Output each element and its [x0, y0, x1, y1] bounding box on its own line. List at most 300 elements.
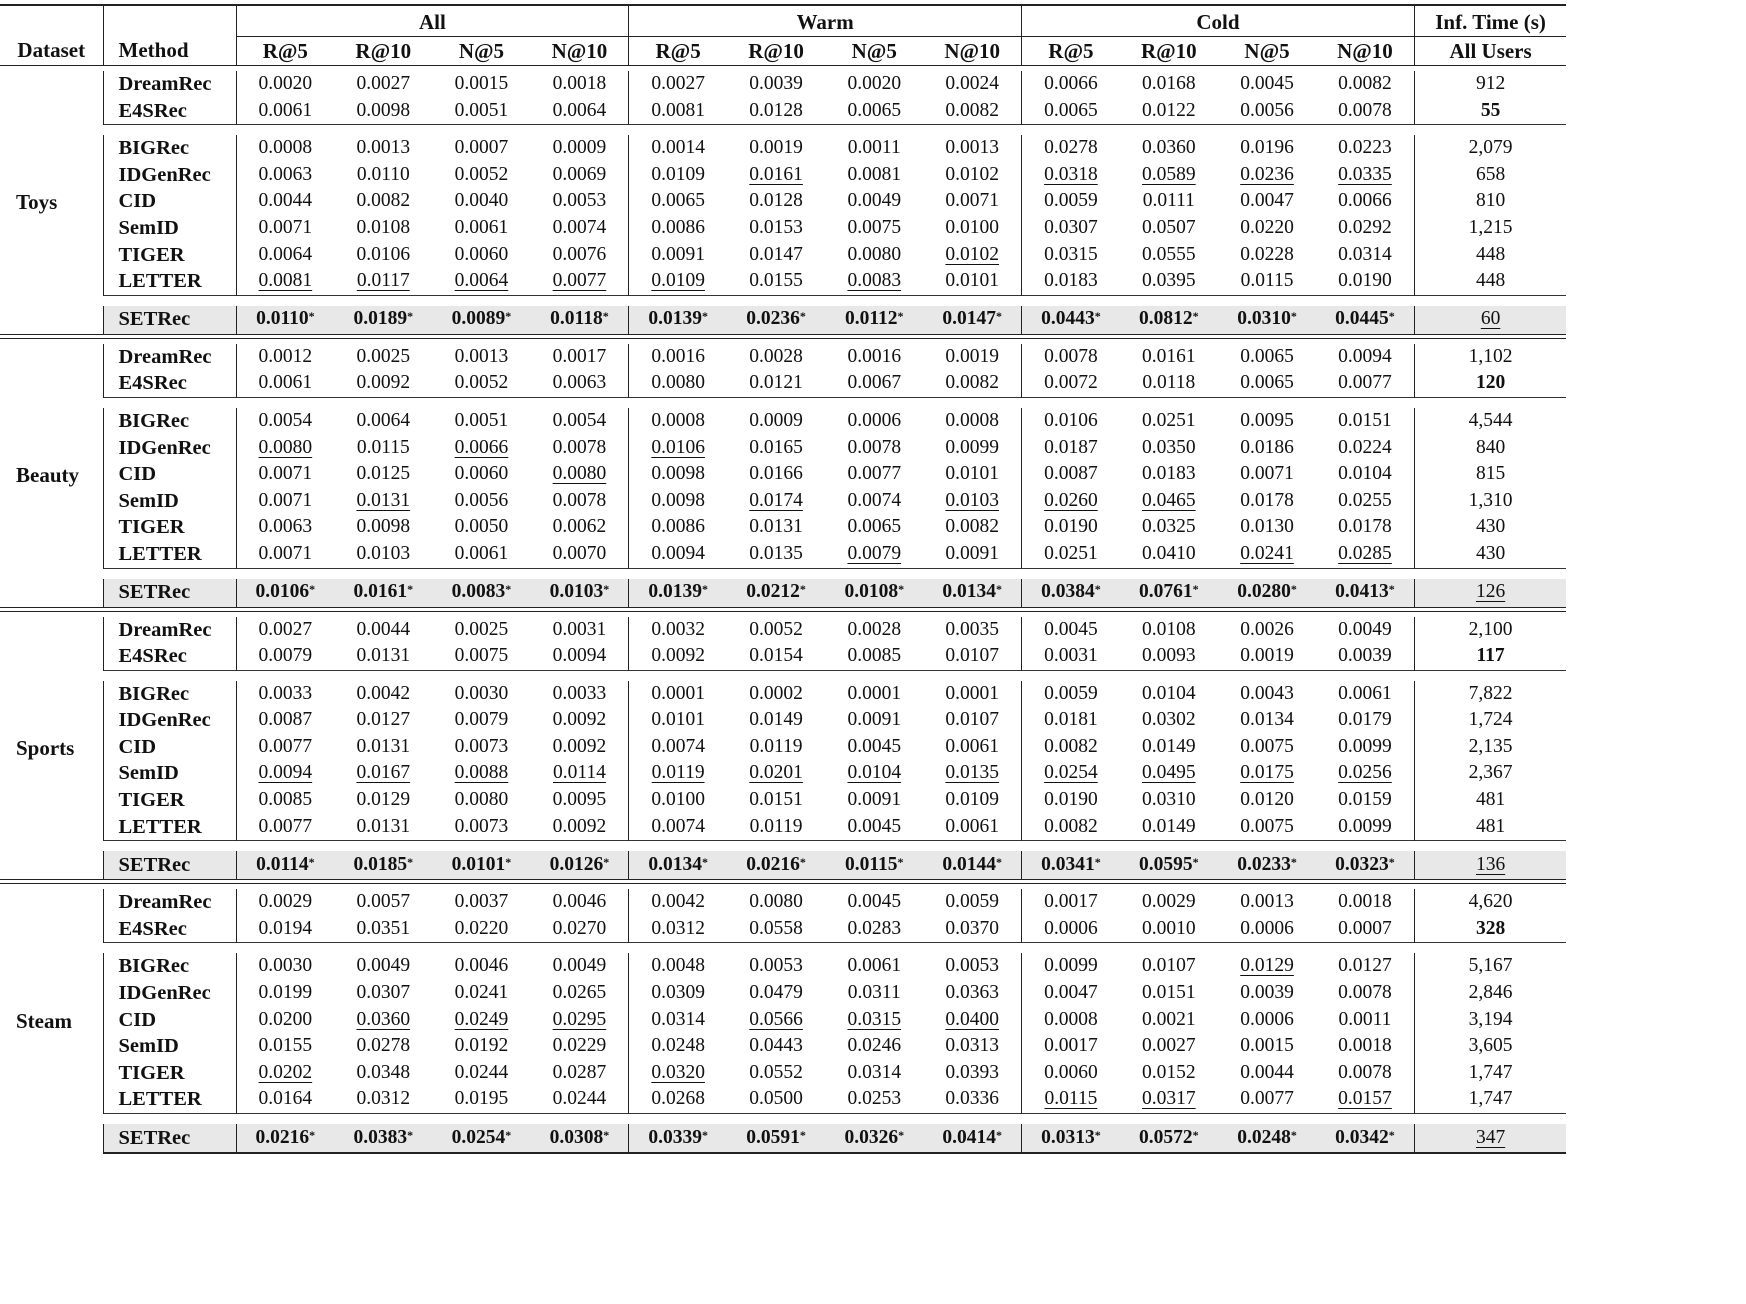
inference-time-cell-value: 810: [1475, 190, 1506, 212]
separator-cell: [1022, 125, 1120, 136]
metric-cell-value: 0.0149: [1142, 815, 1196, 837]
metric-cell: [236, 1124, 334, 1153]
metric-cell-value: 0.0127: [1338, 955, 1392, 977]
metric-cell-value: 0.0341: [1041, 853, 1095, 875]
metric-cell-value: 0.0099: [1338, 735, 1392, 757]
table-row: [0, 681, 1566, 708]
metric-cell-value: 0.0078: [552, 436, 607, 458]
metric-cell-value: 0.0351: [356, 917, 411, 939]
table-row: [0, 215, 1566, 242]
metric-cell: [1022, 435, 1120, 462]
metric-cell: [629, 306, 727, 335]
metric-cell: [923, 215, 1021, 242]
metric-cell-value: 0.0025: [356, 345, 411, 367]
metric-cell: [923, 306, 1021, 335]
metric-cell: [531, 1060, 629, 1087]
metric-cell: [727, 916, 825, 943]
metric-cell: [629, 215, 727, 242]
method-name: BIGRec: [103, 408, 236, 435]
metric-cell: [432, 215, 530, 242]
metric-cell-value: 0.0031: [1044, 645, 1098, 667]
dataset-label: Sports: [16, 735, 75, 760]
metric-cell: [1022, 242, 1120, 269]
separator-cell: [1022, 397, 1120, 408]
metric-cell-value: 0.0168: [1142, 73, 1196, 94]
metric-cell-value: 0.0154: [749, 645, 803, 667]
inference-time-cell-value: 3,605: [1468, 1035, 1513, 1057]
metric-cell: [1120, 681, 1218, 708]
method-name: IDGenRec: [103, 980, 236, 1007]
metric-cell: [825, 242, 923, 269]
metric-header-warm-3: N@10: [923, 37, 1021, 66]
separator-cell: [334, 568, 432, 579]
metric-cell-value: 0.0083: [451, 581, 506, 603]
metric-cell: [1218, 514, 1316, 541]
metric-cell: [1120, 953, 1218, 980]
metric-cell-value: 0.0077: [552, 270, 607, 292]
metric-cell-value: 0.0144: [942, 853, 997, 875]
inference-time-cell: [1414, 617, 1566, 644]
significance-star: *: [701, 854, 708, 869]
metric-cell-value: 0.0101: [451, 853, 506, 875]
separator-cell: [236, 397, 334, 408]
separator-cell: [1316, 125, 1414, 136]
metric-cell: [825, 514, 923, 541]
metric-cell-value: 0.0233: [1237, 853, 1291, 875]
metric-cell-value: 0.0413: [1335, 581, 1389, 603]
metric-cell-value: 0.0165: [749, 436, 803, 458]
separator-cell: [103, 841, 236, 852]
metric-cell: [432, 889, 530, 916]
inference-time-cell: [1414, 579, 1566, 608]
metric-cell-value: 0.0046: [552, 891, 607, 913]
metric-cell-value: 0.0495: [1142, 762, 1196, 784]
metric-cell: [1120, 579, 1218, 608]
metric-cell-value: 0.0078: [1338, 982, 1392, 1004]
metric-cell: [1022, 681, 1120, 708]
metric-cell: [727, 1124, 825, 1153]
metric-cell: [1022, 787, 1120, 814]
separator-cell: [432, 670, 530, 681]
metric-cell-value: 0.0591: [746, 1126, 800, 1148]
metric-cell: [923, 188, 1021, 215]
metric-cell: [923, 760, 1021, 787]
metric-cell: [923, 1060, 1021, 1087]
metric-cell: [1022, 734, 1120, 761]
metric-cell-value: 0.0185: [353, 853, 408, 875]
metric-cell: [1316, 681, 1414, 708]
metric-cell-value: 0.0046: [454, 955, 509, 977]
metric-cell: [727, 980, 825, 1007]
metric-cell-value: 0.0008: [651, 409, 705, 431]
metric-cell-value: 0.0083: [847, 270, 902, 292]
metric-cell: [1218, 1124, 1316, 1153]
metric-cell-value: 0.0092: [552, 709, 607, 731]
metric-cell: [1022, 514, 1120, 541]
metric-cell: [825, 916, 923, 943]
metric-cell: [1022, 344, 1120, 371]
inference-time-cell: [1414, 514, 1566, 541]
metric-cell-value: 0.0072: [1044, 372, 1098, 394]
metric-cell-value: 0.0039: [749, 73, 803, 94]
metric-cell-value: 0.0082: [945, 99, 1000, 121]
inference-time-cell: [1414, 541, 1566, 568]
metric-cell-value: 0.0079: [454, 709, 509, 731]
metric-cell-value: 0.0265: [552, 982, 607, 1004]
method-name: BIGRec: [103, 135, 236, 162]
significance-star: *: [407, 309, 414, 324]
metric-cell: [432, 643, 530, 670]
method-name: CID: [103, 1007, 236, 1034]
metric-cell-value: 0.0027: [356, 73, 411, 94]
metric-cell-value: 0.0129: [356, 789, 411, 811]
metric-cell: [1316, 707, 1414, 734]
metric-cell-value: 0.0039: [1240, 982, 1294, 1004]
separator-cell: [432, 943, 530, 954]
metric-cell: [825, 215, 923, 242]
metric-cell: [629, 541, 727, 568]
metric-cell: [334, 643, 432, 670]
metric-cell: [923, 953, 1021, 980]
metric-cell-value: 0.0047: [1044, 982, 1098, 1004]
metric-cell-value: 0.0045: [1240, 73, 1294, 94]
method-name: LETTER: [103, 1086, 236, 1113]
significance-star: *: [309, 1127, 316, 1142]
separator-cell: [727, 125, 825, 136]
metric-cell: [1316, 541, 1414, 568]
metric-cell: [1022, 1086, 1120, 1113]
metric-cell-value: 0.0500: [749, 1088, 803, 1110]
metric-header-cold-0: R@5: [1022, 37, 1120, 66]
metric-cell-value: 0.0079: [258, 645, 313, 667]
inference-time-cell-value: 117: [1476, 645, 1505, 667]
metric-cell-value: 0.0056: [1240, 99, 1294, 121]
metric-cell-value: 0.0108: [356, 216, 411, 238]
metric-cell: [1316, 889, 1414, 916]
metric-cell-value: 0.0054: [258, 409, 313, 431]
metric-cell: [236, 514, 334, 541]
separator-cell: [1120, 125, 1218, 136]
metric-cell-value: 0.0119: [749, 735, 803, 757]
metric-cell: [923, 488, 1021, 515]
inference-time-cell-value: 347: [1475, 1126, 1506, 1148]
metric-cell: [923, 579, 1021, 608]
metric-cell: [727, 135, 825, 162]
metric-cell: [727, 488, 825, 515]
metric-cell: [531, 215, 629, 242]
metric-cell: [1120, 488, 1218, 515]
metric-cell: [531, 980, 629, 1007]
separator-cell: [825, 295, 923, 306]
metric-cell-value: 0.0104: [1142, 682, 1196, 704]
metric-cell-value: 0.0161: [353, 581, 408, 603]
metric-cell: [923, 162, 1021, 189]
metric-cell: [629, 488, 727, 515]
separator-cell: [727, 841, 825, 852]
metric-cell-value: 0.0200: [258, 1008, 313, 1030]
metric-cell: [727, 306, 825, 335]
table-row: [0, 643, 1566, 670]
metric-cell: [727, 268, 825, 295]
metric-cell-value: 0.0109: [651, 163, 705, 185]
separator-cell: [629, 295, 727, 306]
inference-time-cell-value: 2,846: [1468, 982, 1513, 1004]
metric-cell: [923, 889, 1021, 916]
significance-star: *: [996, 309, 1003, 324]
separator-cell: [825, 397, 923, 408]
metric-header-cold-2: N@5: [1218, 37, 1316, 66]
metric-cell-value: 0.0001: [847, 682, 902, 704]
metric-cell: [1022, 488, 1120, 515]
metric-cell-value: 0.0071: [258, 216, 313, 238]
metric-cell: [1120, 814, 1218, 841]
metric-cell-value: 0.0018: [1338, 891, 1392, 913]
metric-cell-value: 0.0244: [454, 1061, 509, 1083]
metric-cell: [432, 541, 530, 568]
inference-time-cell-value: 840: [1475, 436, 1506, 458]
metric-cell-value: 0.0220: [1240, 216, 1294, 238]
metric-cell-value: 0.0315: [1044, 243, 1098, 265]
method-name: SemID: [103, 215, 236, 242]
metric-cell-value: 0.0053: [749, 955, 803, 977]
metric-cell-value: 0.0181: [1044, 709, 1098, 731]
method-name: CID: [103, 734, 236, 761]
metric-cell-value: 0.0064: [356, 409, 411, 431]
separator-cell: [236, 943, 334, 954]
metric-cell-value: 0.0066: [1044, 73, 1098, 94]
metric-cell: [236, 435, 334, 462]
metric-cell: [1218, 1086, 1316, 1113]
metric-cell: [236, 1033, 334, 1060]
metric-cell: [334, 760, 432, 787]
metric-cell-value: 0.0465: [1142, 489, 1196, 511]
method-name: IDGenRec: [103, 435, 236, 462]
table-row: [0, 71, 1566, 98]
metric-cell: [432, 1086, 530, 1113]
metric-cell-value: 0.0336: [945, 1088, 1000, 1110]
metric-cell: [1120, 408, 1218, 435]
method-name: TIGER: [103, 1060, 236, 1087]
metric-cell: [1218, 215, 1316, 242]
metric-cell-value: 0.0051: [454, 409, 509, 431]
metric-cell: [825, 306, 923, 335]
metric-cell: [629, 787, 727, 814]
table-row: [0, 707, 1566, 734]
metric-cell: [432, 814, 530, 841]
metric-cell-value: 0.0007: [454, 137, 509, 159]
metric-cell-value: 0.0342: [1335, 1126, 1389, 1148]
separator-cell: [1316, 568, 1414, 579]
metric-cell-value: 0.0223: [1338, 137, 1392, 159]
metric-cell-value: 0.0020: [847, 73, 902, 94]
table-row: [0, 408, 1566, 435]
metric-cell: [531, 408, 629, 435]
metric-cell: [432, 370, 530, 397]
metric-cell-value: 0.0088: [454, 762, 509, 784]
metric-cell: [334, 980, 432, 1007]
metric-cell: [1022, 71, 1120, 98]
metric-cell-value: 0.0107: [945, 709, 1000, 731]
metric-cell: [923, 268, 1021, 295]
metric-cell: [727, 1033, 825, 1060]
table-row-proposed: [0, 579, 1566, 608]
inference-time-cell-value: 3,194: [1468, 1008, 1513, 1030]
metric-cell: [334, 188, 432, 215]
metric-cell-value: 0.0047: [1240, 190, 1294, 212]
table-row: [0, 953, 1566, 980]
metric-cell: [923, 541, 1021, 568]
metric-cell: [629, 1060, 727, 1087]
method-name: TIGER: [103, 787, 236, 814]
metric-cell-value: 0.0082: [945, 372, 1000, 394]
significance-star: *: [1290, 582, 1297, 597]
significance-star: *: [701, 1127, 708, 1142]
metric-cell-value: 0.0091: [651, 243, 705, 265]
metric-cell-value: 0.0323: [1335, 853, 1389, 875]
metric-cell: [629, 435, 727, 462]
metric-cell: [1218, 488, 1316, 515]
metric-cell: [334, 215, 432, 242]
metric-cell: [1316, 188, 1414, 215]
metric-cell: [825, 408, 923, 435]
metric-cell: [236, 71, 334, 98]
metric-cell-value: 0.0002: [749, 682, 803, 704]
metric-cell-value: 0.0128: [749, 190, 803, 212]
metric-cell-value: 0.0115: [844, 853, 898, 875]
metric-cell: [334, 579, 432, 608]
metric-cell: [727, 344, 825, 371]
metric-cell: [236, 541, 334, 568]
metric-cell-value: 0.0149: [1142, 735, 1196, 757]
metric-cell: [236, 370, 334, 397]
method-name: SETRec: [103, 1124, 236, 1153]
metric-cell: [1218, 344, 1316, 371]
metric-cell-value: 0.0249: [454, 1008, 509, 1030]
metric-cell-value: 0.0147: [942, 308, 997, 330]
metric-cell-value: 0.0224: [1338, 436, 1392, 458]
metric-cell: [236, 461, 334, 488]
metric-cell: [1022, 814, 1120, 841]
metric-cell-value: 0.0196: [1240, 137, 1294, 159]
separator-cell: [531, 125, 629, 136]
metric-cell-value: 0.0254: [451, 1126, 506, 1148]
metric-cell-value: 0.0014: [651, 137, 705, 159]
metric-cell-value: 0.0256: [1338, 762, 1392, 784]
significance-star: *: [407, 854, 414, 869]
metric-cell-value: 0.0074: [552, 216, 607, 238]
metric-cell: [334, 98, 432, 125]
table-row: [0, 488, 1566, 515]
metric-cell: [923, 370, 1021, 397]
metric-cell-value: 0.0166: [749, 463, 803, 485]
separator-cell: [1120, 943, 1218, 954]
metric-cell: [923, 916, 1021, 943]
metric-cell: [1316, 435, 1414, 462]
metric-cell-value: 0.0015: [454, 73, 509, 94]
metric-cell: [629, 1086, 727, 1113]
header-blank: [103, 5, 236, 37]
method-name: SemID: [103, 760, 236, 787]
metric-cell-value: 0.0167: [356, 762, 411, 784]
method-name: IDGenRec: [103, 707, 236, 734]
metric-cell-value: 0.0236: [746, 308, 800, 330]
metric-cell: [1022, 268, 1120, 295]
metric-cell-value: 0.0017: [1044, 1035, 1098, 1057]
table-row: [0, 1060, 1566, 1087]
metric-cell: [825, 734, 923, 761]
metric-cell: [432, 617, 530, 644]
metric-cell-value: 0.0016: [847, 345, 902, 367]
metric-cell: [334, 617, 432, 644]
metric-cell-value: 0.0061: [454, 542, 509, 564]
metric-cell: [432, 188, 530, 215]
metric-cell-value: 0.0111: [1142, 190, 1195, 212]
separator-cell: [1022, 295, 1120, 306]
inference-time-cell-value: 481: [1475, 815, 1506, 837]
table-row: [0, 514, 1566, 541]
metric-cell: [825, 953, 923, 980]
separator-cell: [1414, 1114, 1566, 1125]
metric-cell-value: 0.0093: [1142, 645, 1196, 667]
metric-cell: [629, 135, 727, 162]
metric-cell-value: 0.0360: [356, 1008, 411, 1030]
metric-cell: [531, 916, 629, 943]
metric-cell-value: 0.0045: [847, 735, 902, 757]
metric-cell: [432, 916, 530, 943]
method-name: E4SRec: [103, 643, 236, 670]
inference-time-cell-value: 1,747: [1468, 1061, 1513, 1083]
metric-cell: [1316, 514, 1414, 541]
separator-cell: [334, 670, 432, 681]
metric-cell: [531, 135, 629, 162]
metric-cell-value: 0.0134: [648, 853, 702, 875]
metric-cell: [629, 980, 727, 1007]
metric-cell: [825, 1086, 923, 1113]
metric-cell: [432, 760, 530, 787]
metric-cell: [727, 242, 825, 269]
metric-cell: [1022, 370, 1120, 397]
inference-time-cell: [1414, 344, 1566, 371]
metric-cell-value: 0.0082: [1044, 815, 1098, 837]
metric-cell-value: 0.0008: [258, 137, 313, 159]
metric-cell: [334, 435, 432, 462]
separator-cell: [432, 1114, 530, 1125]
metric-cell-value: 0.0383: [353, 1126, 408, 1148]
separator-cell: [1218, 943, 1316, 954]
metric-cell-value: 0.0139: [648, 581, 702, 603]
separator-cell: [1218, 841, 1316, 852]
metric-cell: [923, 617, 1021, 644]
metric-cell-value: 0.0812: [1139, 308, 1193, 330]
metric-cell: [1120, 514, 1218, 541]
metric-cell: [1218, 787, 1316, 814]
metric-cell: [432, 306, 530, 335]
metric-cell: [629, 188, 727, 215]
metric-cell: [825, 617, 923, 644]
metric-cell: [1316, 760, 1414, 787]
metric-cell: [727, 579, 825, 608]
table-row: [0, 814, 1566, 841]
metric-cell: [727, 370, 825, 397]
metric-cell-value: 0.0118: [1142, 372, 1196, 394]
metric-cell: [629, 242, 727, 269]
metric-cell: [1120, 787, 1218, 814]
metric-cell: [1316, 980, 1414, 1007]
inference-time-cell: [1414, 889, 1566, 916]
metric-cell-value: 0.0078: [1338, 99, 1392, 121]
metric-cell: [432, 135, 530, 162]
metric-cell-value: 0.0228: [1240, 243, 1294, 265]
